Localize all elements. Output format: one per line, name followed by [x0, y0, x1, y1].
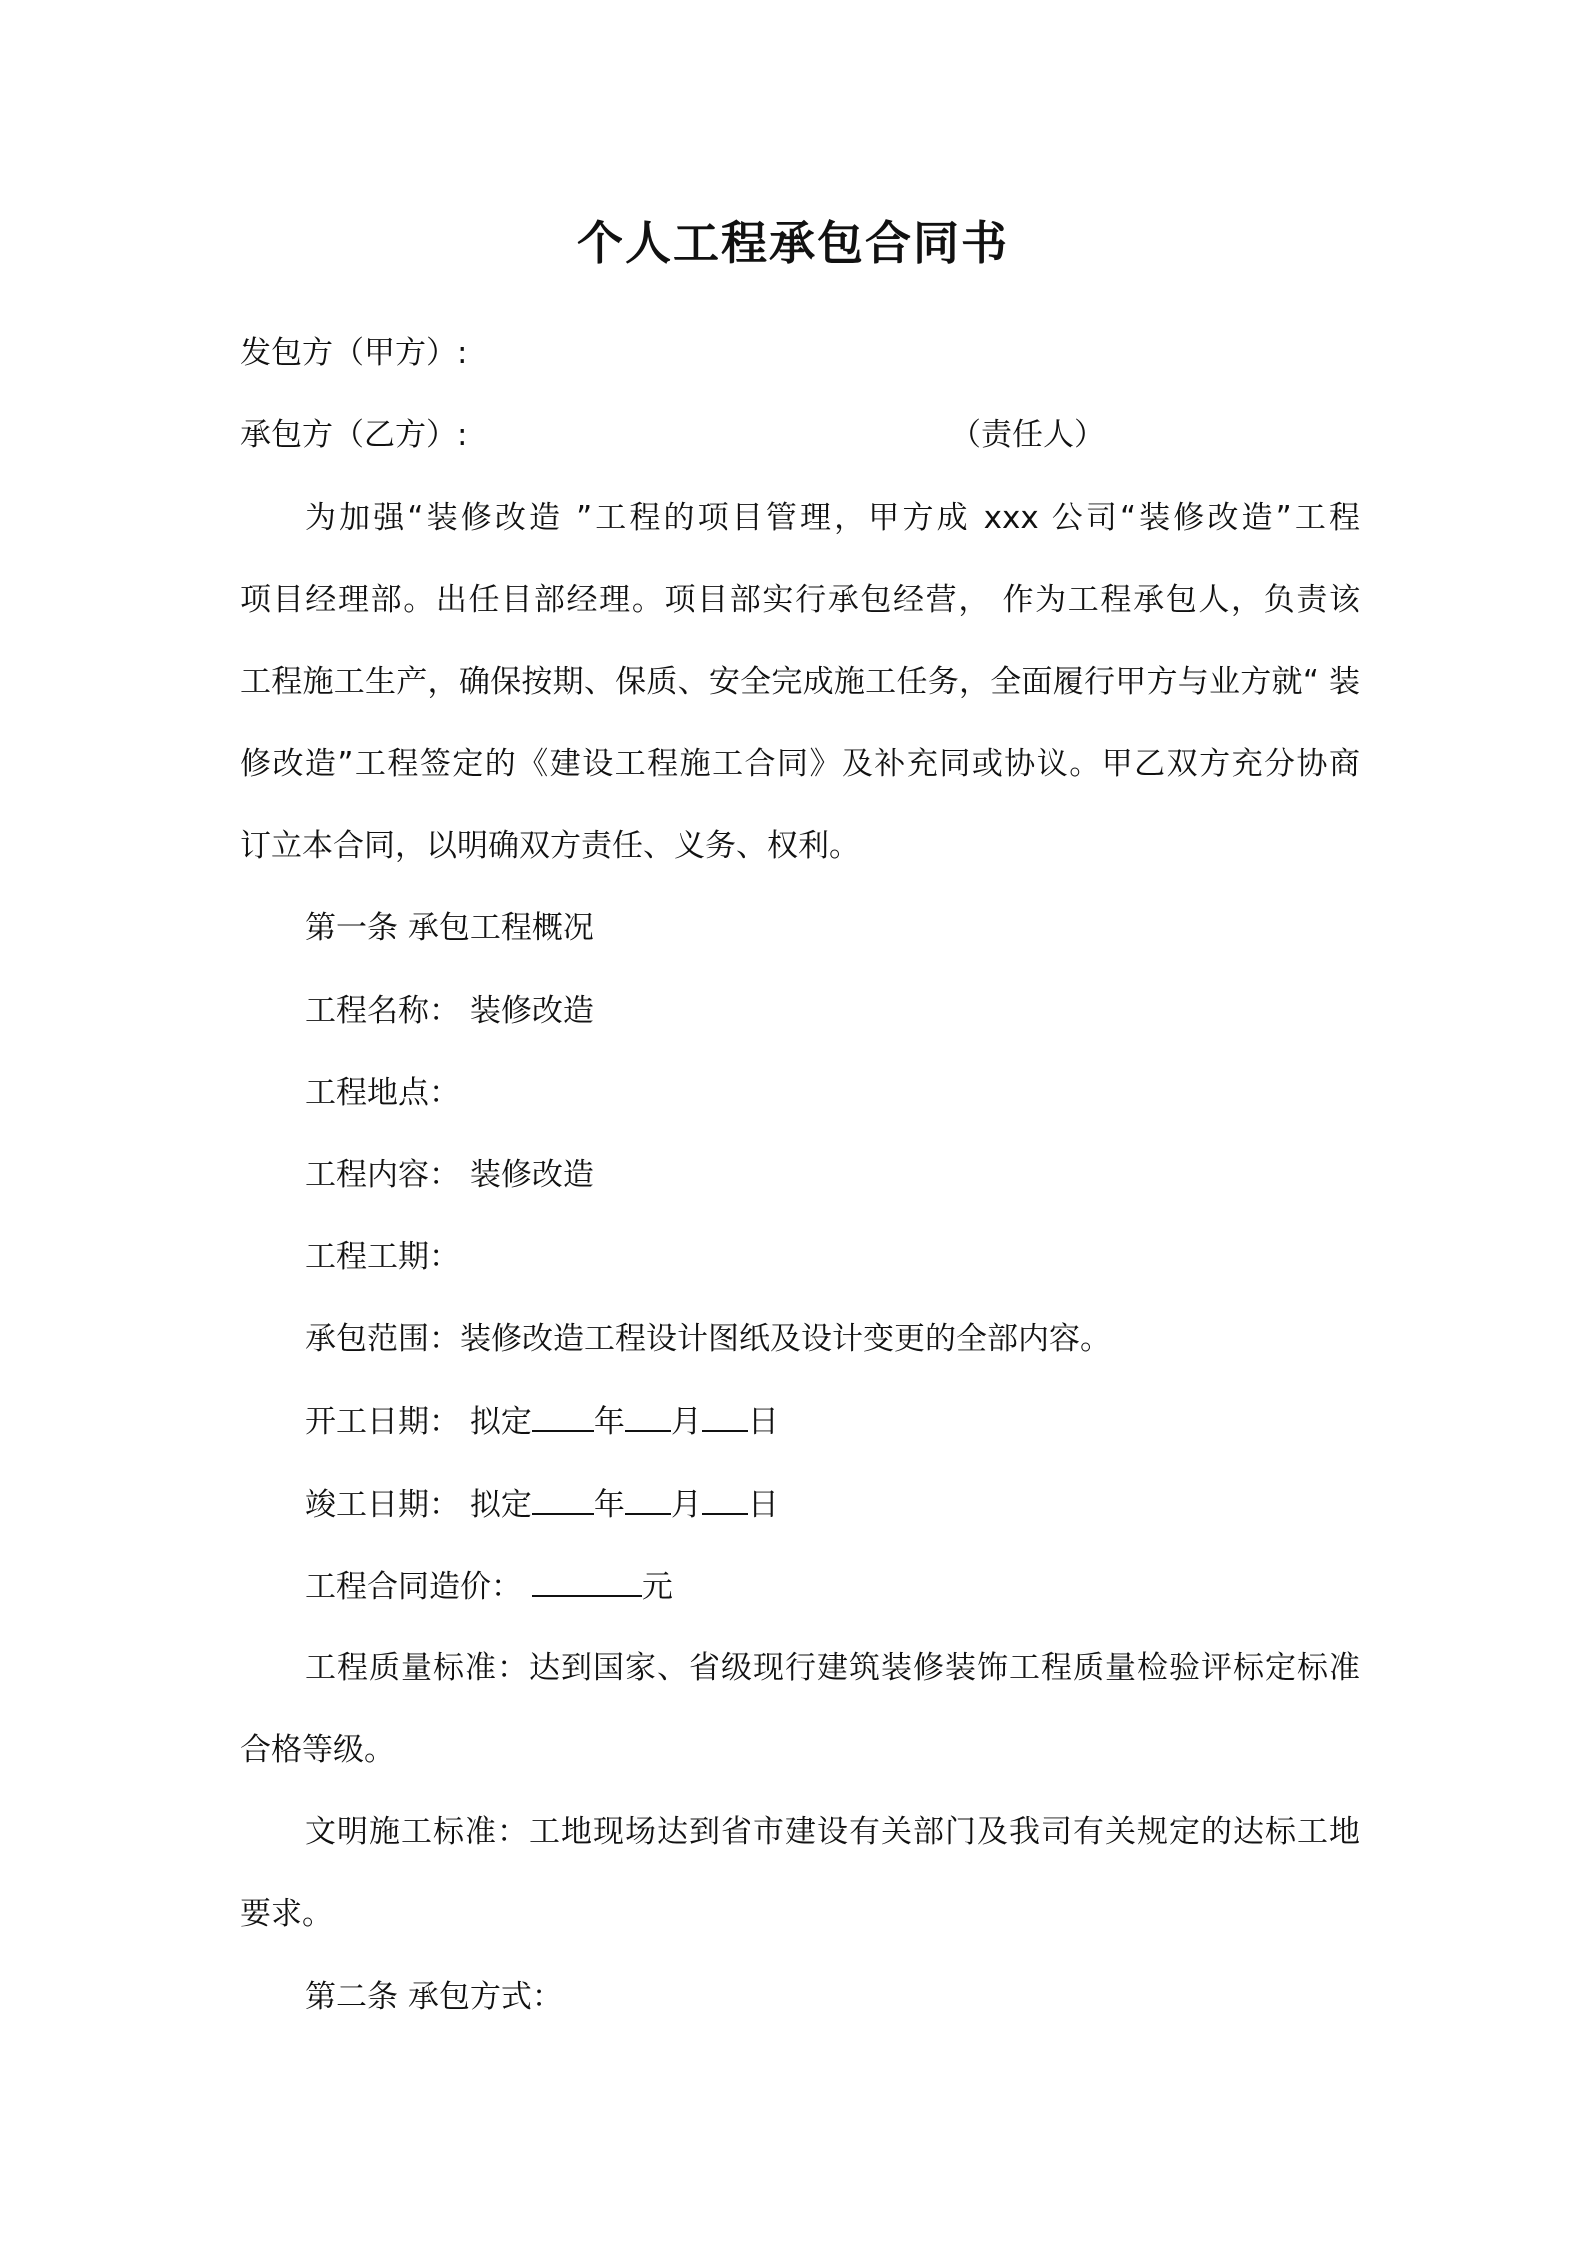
quality-standard-line: 工程质量标准：达到国家、省级现行建筑装修装饰工程质量检验评标定标准 [305, 1650, 1360, 1686]
completion-month-unit: 月 [670, 1487, 702, 1523]
completion-year-unit: 年 [593, 1487, 625, 1523]
intro-line: 修改造”工程签定的《建设工程施工合同》及补充同或协议。甲乙双方充分协商 [240, 746, 1360, 782]
contract-price-blank [532, 1565, 642, 1597]
party-b-responsible: （责任人） [950, 417, 1105, 453]
completion-day-unit: 日 [747, 1487, 779, 1523]
project-location: 工程地点： [305, 1075, 460, 1111]
document-title: 个人工程承包合同书 [577, 216, 1009, 270]
start-month-blank [625, 1400, 671, 1432]
intro-line: 订立本合同，以明确双方责任、义务、权利。 [240, 828, 860, 864]
project-name: 工程名称： 装修改造 [305, 993, 594, 1029]
contract-price-label: 工程合同造价： [305, 1569, 522, 1605]
completion-day-blank [702, 1483, 748, 1515]
quality-standard-line: 合格等级。 [240, 1732, 395, 1768]
intro-line: 项目经理部。出任目部经理。项目部实行承包经营， 作为工程承包人，负责该 [240, 582, 1360, 618]
project-period: 工程工期： [305, 1239, 460, 1275]
civil-standard-line: 要求。 [240, 1896, 333, 1932]
contract-price-unit: 元 [641, 1569, 673, 1605]
completion-date-label: 竣工日期： 拟定 [305, 1487, 532, 1523]
start-date-label: 开工日期： 拟定 [305, 1404, 532, 1440]
project-content: 工程内容： 装修改造 [305, 1157, 594, 1193]
article1-heading: 第一条 承包工程概况 [305, 910, 594, 946]
completion-date-line [305, 1483, 1360, 1526]
intro-line: 工程施工生产，确保按期、保质、安全完成施工任务，全面履行甲方与业方就“ 装 [240, 664, 1360, 700]
completion-year-blank [532, 1483, 594, 1515]
party-a-label: 发包方（甲方）: [240, 335, 468, 371]
start-year-unit: 年 [593, 1404, 625, 1440]
article2-heading: 第二条 承包方式： [305, 1979, 563, 2015]
start-day-blank [702, 1400, 748, 1432]
contract-scope: 承包范围：装修改造工程设计图纸及设计变更的全部内容。 [305, 1321, 1111, 1357]
start-day-unit: 日 [747, 1404, 779, 1440]
intro-line: 为加强“装修改造 ”工程的项目管理，甲方成 xxx 公司“装修改造”工程 [305, 500, 1360, 536]
start-month-unit: 月 [670, 1404, 702, 1440]
contract-price-line [305, 1565, 1360, 1608]
party-b-label: 承包方（乙方）: [240, 417, 468, 453]
completion-month-blank [625, 1483, 671, 1515]
start-year-blank [532, 1400, 594, 1432]
civil-standard-line: 文明施工标准：工地现场达到省市建设有关部门及我司有关规定的达标工地 [305, 1814, 1360, 1850]
start-date-line [305, 1400, 1360, 1443]
